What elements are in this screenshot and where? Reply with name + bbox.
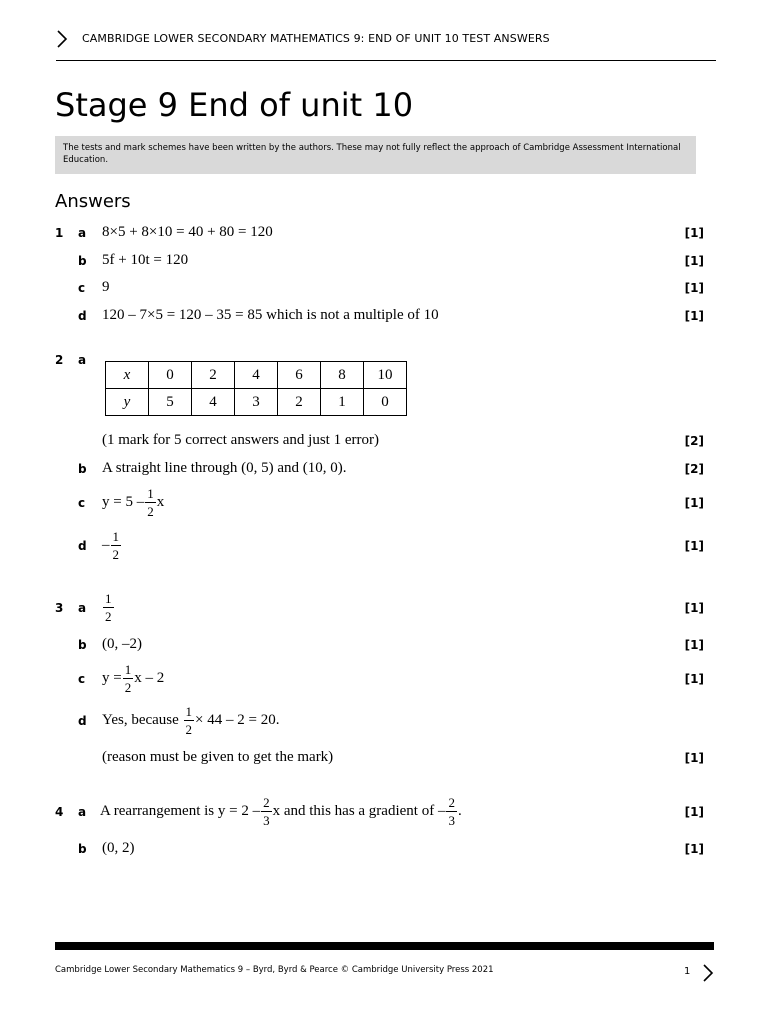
denominator: 2 (105, 609, 112, 624)
numerator: 1 (147, 486, 154, 501)
running-header (56, 30, 716, 61)
disclaimer-box: The tests and mark schemes have been written by the authors. These may not fully reflect the approach of Cambridge Assessment International Education. (55, 136, 696, 174)
part-label-4b: b (78, 842, 87, 856)
part-label-3d: d (78, 714, 87, 728)
answer-4b: (0, 2) (102, 840, 135, 856)
answer-3a (102, 591, 115, 624)
table-cell: 0 (149, 362, 192, 389)
answer-3d (102, 704, 279, 737)
chevron-right-icon (56, 30, 68, 48)
page-number: 1 (684, 966, 691, 977)
expr-text: x and this has a gradient of – (272, 802, 446, 819)
table-cell: 1 (321, 389, 364, 416)
denominator: 2 (185, 722, 193, 737)
answers-heading: Answers (55, 191, 131, 212)
answer-3c (102, 662, 164, 695)
answer-2d (102, 529, 122, 562)
expr-text: x (156, 493, 165, 510)
question-number-4: 4 (55, 805, 64, 819)
answer-2a-note: (1 mark for 5 correct answers and just 1 error) (102, 432, 379, 448)
mark-3d: [1] (684, 751, 704, 765)
part-label-4a: a (78, 805, 87, 819)
fraction (184, 704, 195, 737)
expr-text: – (102, 536, 110, 553)
table-row-x (106, 362, 407, 389)
numerator: 2 (448, 795, 455, 810)
fraction (111, 529, 122, 562)
mark-3b: [1] (684, 638, 704, 652)
answer-1b: 5f + 10t = 120 (102, 252, 189, 268)
expr-text: A rearrangement is y = 2 – (100, 802, 261, 819)
footer-rule (55, 942, 714, 950)
mark-3a: [1] (684, 601, 704, 615)
table-cell: 3 (235, 389, 278, 416)
expr-text: y = (102, 669, 122, 686)
chevron-right-icon (702, 964, 714, 982)
footer-copyright: Cambridge Lower Secondary Mathematics 9 – Byrd, Byrd & Pearce © Cambridge University Press 2021 (55, 965, 494, 975)
numerator: 1 (124, 662, 132, 677)
mark-2d: [1] (684, 539, 704, 553)
answer-4a (100, 795, 462, 828)
mark-1c: [1] (684, 281, 704, 295)
answer-3b: (0, –2) (102, 636, 142, 652)
table-cell: 4 (192, 389, 235, 416)
fraction (446, 795, 457, 828)
fraction (261, 795, 272, 828)
answer-3d-note: (reason must be given to get the mark) (102, 749, 334, 765)
running-title: CAMBRIDGE LOWER SECONDARY MATHEMATICS 9: END OF UNIT 10 TEST ANSWERS (82, 32, 550, 45)
fraction (123, 662, 134, 695)
expr-text: . (457, 802, 462, 819)
table-cell: 5 (149, 389, 192, 416)
part-label-2b: b (78, 462, 87, 476)
numerator: 1 (105, 591, 112, 606)
part-label-2d: d (78, 539, 87, 553)
fraction (103, 591, 114, 624)
table-cell: 8 (321, 362, 364, 389)
question-number-2: 2 (55, 353, 64, 367)
fraction (145, 486, 156, 519)
answer-1c: 9 (102, 279, 110, 295)
page-title: Stage 9 End of unit 10 (55, 86, 414, 124)
table-row-y (106, 389, 407, 416)
mark-1b: [1] (684, 254, 704, 268)
part-label-3c: c (78, 672, 86, 686)
mark-4b: [1] (684, 842, 704, 856)
part-label-2a: a (78, 353, 87, 367)
part-label-3b: b (78, 638, 87, 652)
mark-1d: [1] (684, 309, 704, 323)
denominator: 2 (147, 504, 154, 519)
part-label-2c: c (78, 496, 86, 510)
table-cell: 0 (364, 389, 407, 416)
table-header-y: y (106, 389, 149, 416)
table-cell: 6 (278, 362, 321, 389)
mark-3c: [1] (684, 672, 704, 686)
answer-1d: 120 – 7×5 = 120 – 35 = 85 which is not a multiple of 10 (102, 307, 439, 323)
answer-2c (102, 486, 164, 519)
part-label-1d: d (78, 309, 87, 323)
mark-4a: [1] (684, 805, 704, 819)
table-cell: 4 (235, 362, 278, 389)
mark-2b: [2] (684, 462, 704, 476)
table-cell: 2 (192, 362, 235, 389)
denominator: 2 (124, 680, 132, 695)
mark-2c: [1] (684, 496, 704, 510)
part-label-1c: c (78, 281, 86, 295)
part-label-3a: a (78, 601, 87, 615)
question-number-1: 1 (55, 226, 64, 240)
expr-text: × 44 – 2 = 20. (195, 711, 280, 728)
expr-text: y = 5 – (102, 493, 145, 510)
numerator: 2 (263, 795, 270, 810)
question-number-3: 3 (55, 601, 64, 615)
mark-1a: [1] (684, 226, 704, 240)
part-label-1a: a (78, 226, 87, 240)
expr-text: x – 2 (134, 669, 165, 686)
mark-2a: [2] (684, 434, 704, 448)
denominator: 2 (112, 547, 119, 562)
numerator: 1 (112, 529, 119, 544)
denominator: 3 (263, 813, 270, 828)
expr-text: Yes, because (102, 711, 179, 728)
answer-2b: A straight line through (0, 5) and (10, 0). (102, 460, 347, 476)
denominator: 3 (448, 813, 455, 828)
table-cell: 10 (364, 362, 407, 389)
answer-1a: 8×5 + 8×10 = 40 + 80 = 120 (102, 224, 273, 240)
table-cell: 2 (278, 389, 321, 416)
table-header-x: x (106, 362, 149, 389)
values-table (105, 361, 407, 416)
part-label-1b: b (78, 254, 87, 268)
numerator: 1 (185, 704, 193, 719)
